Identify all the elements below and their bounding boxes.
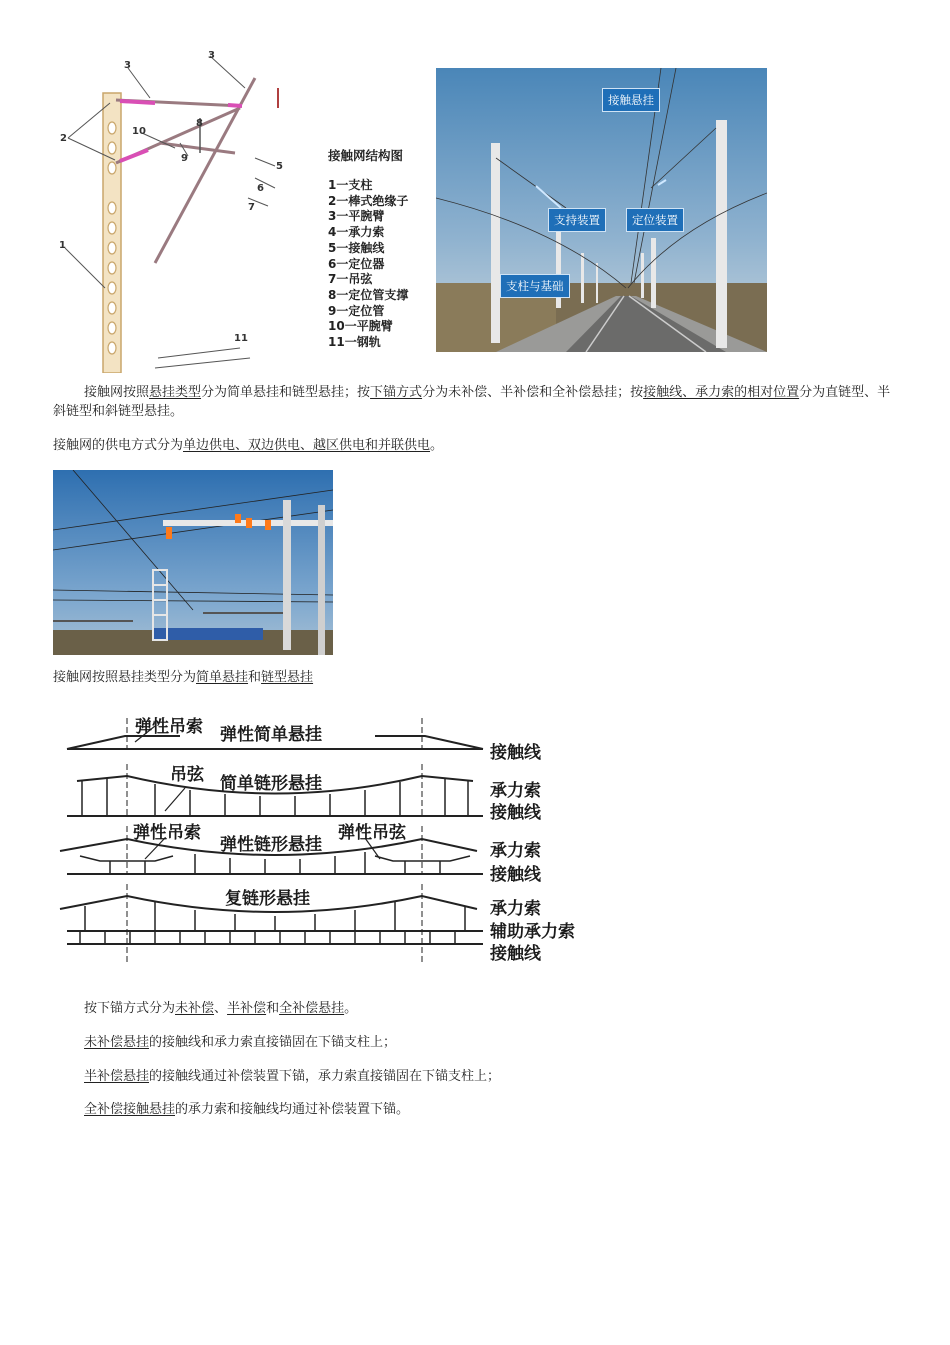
catenary-photo-annotated: [436, 68, 767, 352]
text-run: 接触网按照悬挂类型分为: [53, 670, 197, 685]
row2-left-note: 吊弦: [170, 765, 204, 785]
underlined-term: 全补偿接触悬挂: [84, 1102, 176, 1117]
text-run: 的接触线通过补偿装置下锚，承力索直接锚固在下锚支柱上；: [149, 1069, 501, 1084]
text-run: 。: [430, 438, 444, 453]
legend-item: 5一接触线: [328, 240, 385, 255]
legend-item: 10一平腕臂: [328, 319, 393, 334]
callout-number: 2: [60, 133, 67, 144]
callout-number: 3: [124, 60, 131, 71]
anchor-line-half-compensated: [84, 1067, 884, 1086]
text-run: 和: [248, 670, 262, 685]
row4-title: 复链形悬挂: [225, 889, 310, 909]
row3-label-contact-wire: 接触线: [490, 865, 541, 885]
row4-label-messenger: 承力索: [490, 899, 541, 919]
text-run: 分为未补偿、半补偿和全补偿悬挂；按: [422, 385, 644, 400]
callout-number: 1: [59, 240, 66, 251]
underlined-term: 单边供电、双边供电、越区供电和并联供电: [183, 438, 431, 453]
maintenance-photo: [53, 470, 333, 655]
text-run: 分为直链型、半斜链型和斜链型悬挂。: [53, 385, 891, 419]
row4-label-aux-messenger: 辅助承力索: [490, 922, 575, 942]
callout-mast-foundation: 支柱与基础: [500, 274, 570, 298]
legend-item: 1一支柱: [328, 178, 373, 192]
text-run: 接触网的供电方式分为: [53, 438, 184, 453]
anchor-line-uncompensated: [84, 1033, 884, 1052]
structure-figure-title: 接触网结构图: [328, 148, 404, 163]
callout-contact-suspension: 接触悬挂: [602, 88, 660, 112]
text-run: 。: [344, 1001, 358, 1016]
underlined-term: 链型悬挂: [261, 670, 314, 685]
row3-left-note: 弹性吊索: [133, 823, 201, 843]
text-run: 的接触线和承力索直接锚固在下锚支柱上；: [149, 1035, 397, 1050]
row1-left-note: 弹性吊索: [135, 717, 203, 737]
callout-number: 10: [132, 126, 146, 137]
callout-number: 7: [248, 202, 255, 213]
text-run: 接触网按照: [84, 385, 150, 400]
row1-label-contact-wire: 接触线: [490, 743, 541, 763]
legend-item: 7一吊弦: [328, 272, 373, 287]
underlined-term: 未补偿: [175, 1001, 215, 1016]
callout-support-device: 支持装置: [548, 208, 606, 232]
legend-item: 2一棒式绝缘子: [328, 193, 409, 208]
caption-suspension-types: [53, 668, 653, 687]
catenary-structure-drawing: [50, 48, 300, 373]
row1-title: 弹性简单悬挂: [220, 725, 322, 745]
anchor-line-full-compensated: [84, 1100, 884, 1119]
maintenance-scene: [53, 470, 333, 655]
legend-item: 8一定位管支撑: [328, 287, 409, 302]
legend-item: 3一平腕臂: [328, 209, 385, 224]
callout-number: 8: [196, 118, 203, 129]
row3-label-messenger: 承力索: [490, 841, 541, 861]
legend-item: 6一定位器: [328, 256, 385, 271]
row2-label-contact-wire: 接触线: [490, 803, 541, 823]
structure-legend: [328, 178, 438, 351]
underlined-term: 简单悬挂: [196, 670, 249, 685]
underlined-term: 悬挂类型: [149, 385, 202, 400]
paragraph-suspension-classification: [53, 383, 898, 421]
callout-number: 6: [257, 183, 264, 194]
text-run: 的承力索和接触线均通过补偿装置下锚。: [175, 1102, 410, 1117]
row3-title: 弹性链形悬挂: [220, 835, 322, 855]
legend-item: 4一承力索: [328, 225, 385, 240]
row2-label-messenger: 承力索: [490, 781, 541, 801]
text-run: 分为简单悬挂和链型悬挂；按: [201, 385, 371, 400]
callout-number: 9: [181, 153, 188, 164]
mast-drawing: [103, 93, 121, 373]
callout-number: 3: [208, 50, 215, 61]
underlined-term: 半补偿: [227, 1001, 267, 1016]
row3-right-note: 弹性吊弦: [338, 823, 406, 843]
catenary-structure-figure: [50, 48, 300, 373]
text-run: 、: [214, 1001, 228, 1016]
paragraph-power-supply: [53, 436, 898, 455]
text-run: 和: [266, 1001, 280, 1016]
callout-number: 11: [234, 333, 248, 344]
underlined-term: 接触线、承力索的相对位置: [643, 385, 800, 400]
text-run: 按下锚方式分为: [84, 1001, 176, 1016]
underlined-term: 未补偿悬挂: [84, 1035, 150, 1050]
row4-label-contact-wire: 接触线: [490, 944, 541, 964]
underlined-term: 全补偿悬挂: [279, 1001, 345, 1016]
underlined-term: 下锚方式: [370, 385, 423, 400]
anchor-intro: [84, 999, 884, 1018]
underlined-term: 半补偿悬挂: [84, 1069, 150, 1084]
legend-item: 9一定位管: [328, 303, 385, 318]
row2-title: 简单链形悬挂: [220, 774, 322, 794]
suspension-types-diagram: [55, 706, 595, 971]
callout-number: 5: [276, 161, 283, 172]
callout-positioning-device: 定位装置: [626, 208, 684, 232]
legend-item: 11一钢轨: [328, 335, 381, 350]
